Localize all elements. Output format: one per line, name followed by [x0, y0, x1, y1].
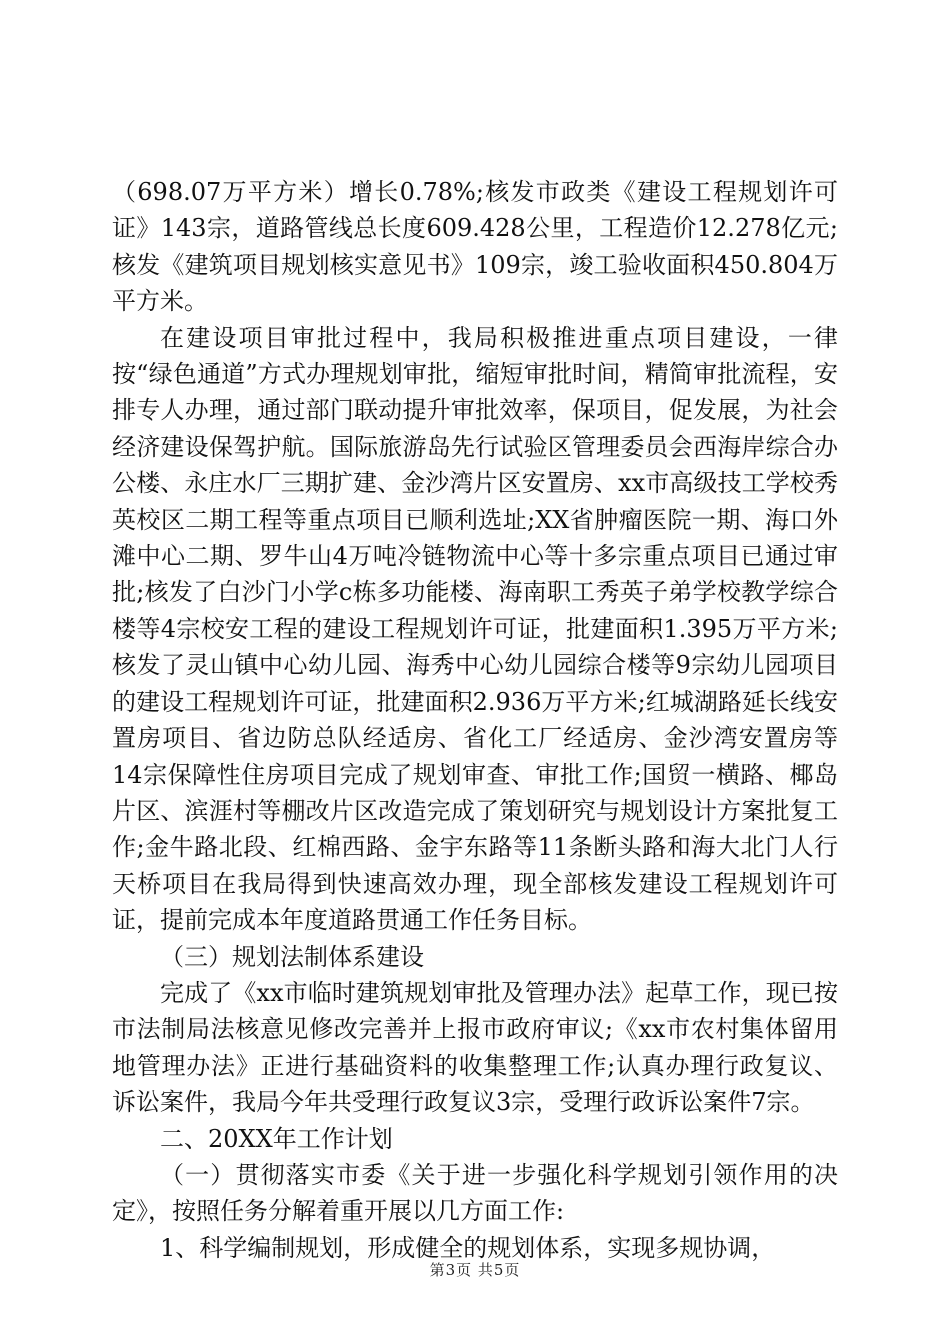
paragraph-4: 完成了《xx市临时建筑规划审批及管理办法》起草工作，现已按市法制局法核意见修改完善并上报市政府审议;《xx市农村集体留用地管理办法》正进行基础资料的收集整理工作;认真办理行政复议、诉讼案件，我局今年共受理行政复议3宗，受理行政诉讼案件7宗。	[112, 978, 838, 1117]
document-body	[112, 174, 838, 1266]
section-heading-legal-system: （三）规划法制体系建设	[160, 942, 424, 971]
paragraph-6: （一）贯彻落实市委《关于进一步强化科学规划引领作用的决定》，按照任务分解着重开展以几方面工作:	[112, 1160, 838, 1226]
paragraph-2: 在建设项目审批过程中，我局积极推进重点项目建设，一律按“绿色通道”方式办理规划审批，缩短审批时间，精简审批流程，安排专人办理，通过部门联动提升审批效率，保项目，促发展，为社会经济建设保驾护航。国际旅游岛先行试验区管理委员会西海岸综合办公楼、永庄水厂三期扩建、金沙湾片区安置房、xx市高级技工学校秀英校区二期工程等重点项目已顺利选址;XX省肿瘤医院一期、海口外滩中心二期、罗牛山4万吨冷链物流中心等十多宗重点项目已通过审批;核发了白沙门小学c栋多功能楼、海南职工秀英子弟学校教学综合楼等4宗校安工程的建设工程规划许可证，批建面积1.395万平方米;核发了灵山镇中心幼儿园、海秀中心幼儿园综合楼等9宗幼儿园项目的建设工程规划许可证，批建面积2.936万平方米;红城湖路延长线安置房项目、省边防总队经适房、省化工厂经适房、金沙湾安置房等14宗保障性住房项目完成了规划审查、审批工作;国贸一横路、椰岛片区、滨涯村等棚改片区改造完成了策划研究与规划设计方案批复工作;金牛路北段、红棉西路、金宇东路等11条断头路和海大北门人行天桥项目在我局得到快速高效办理，现全部核发建设工程规划许可证，提前完成本年度道路贯通工作任务目标。	[112, 323, 838, 935]
section-heading-work-plan: 二、20XX年工作计划	[160, 1124, 393, 1153]
page-number-footer: 第3页 共5页	[429, 1261, 521, 1279]
paragraph-7: 1、科学编制规划，形成健全的规划体系，实现多规协调，	[160, 1233, 776, 1262]
paragraph-1: （698.07万平方米）增长0.78%;核发市政类《建设工程规划许可证》143宗，道路管线总长度609.428公里，工程造价12.278亿元;核发《建筑项目规划核实意见书》109宗，竣工验收面积450.804万平方米。	[112, 178, 838, 316]
